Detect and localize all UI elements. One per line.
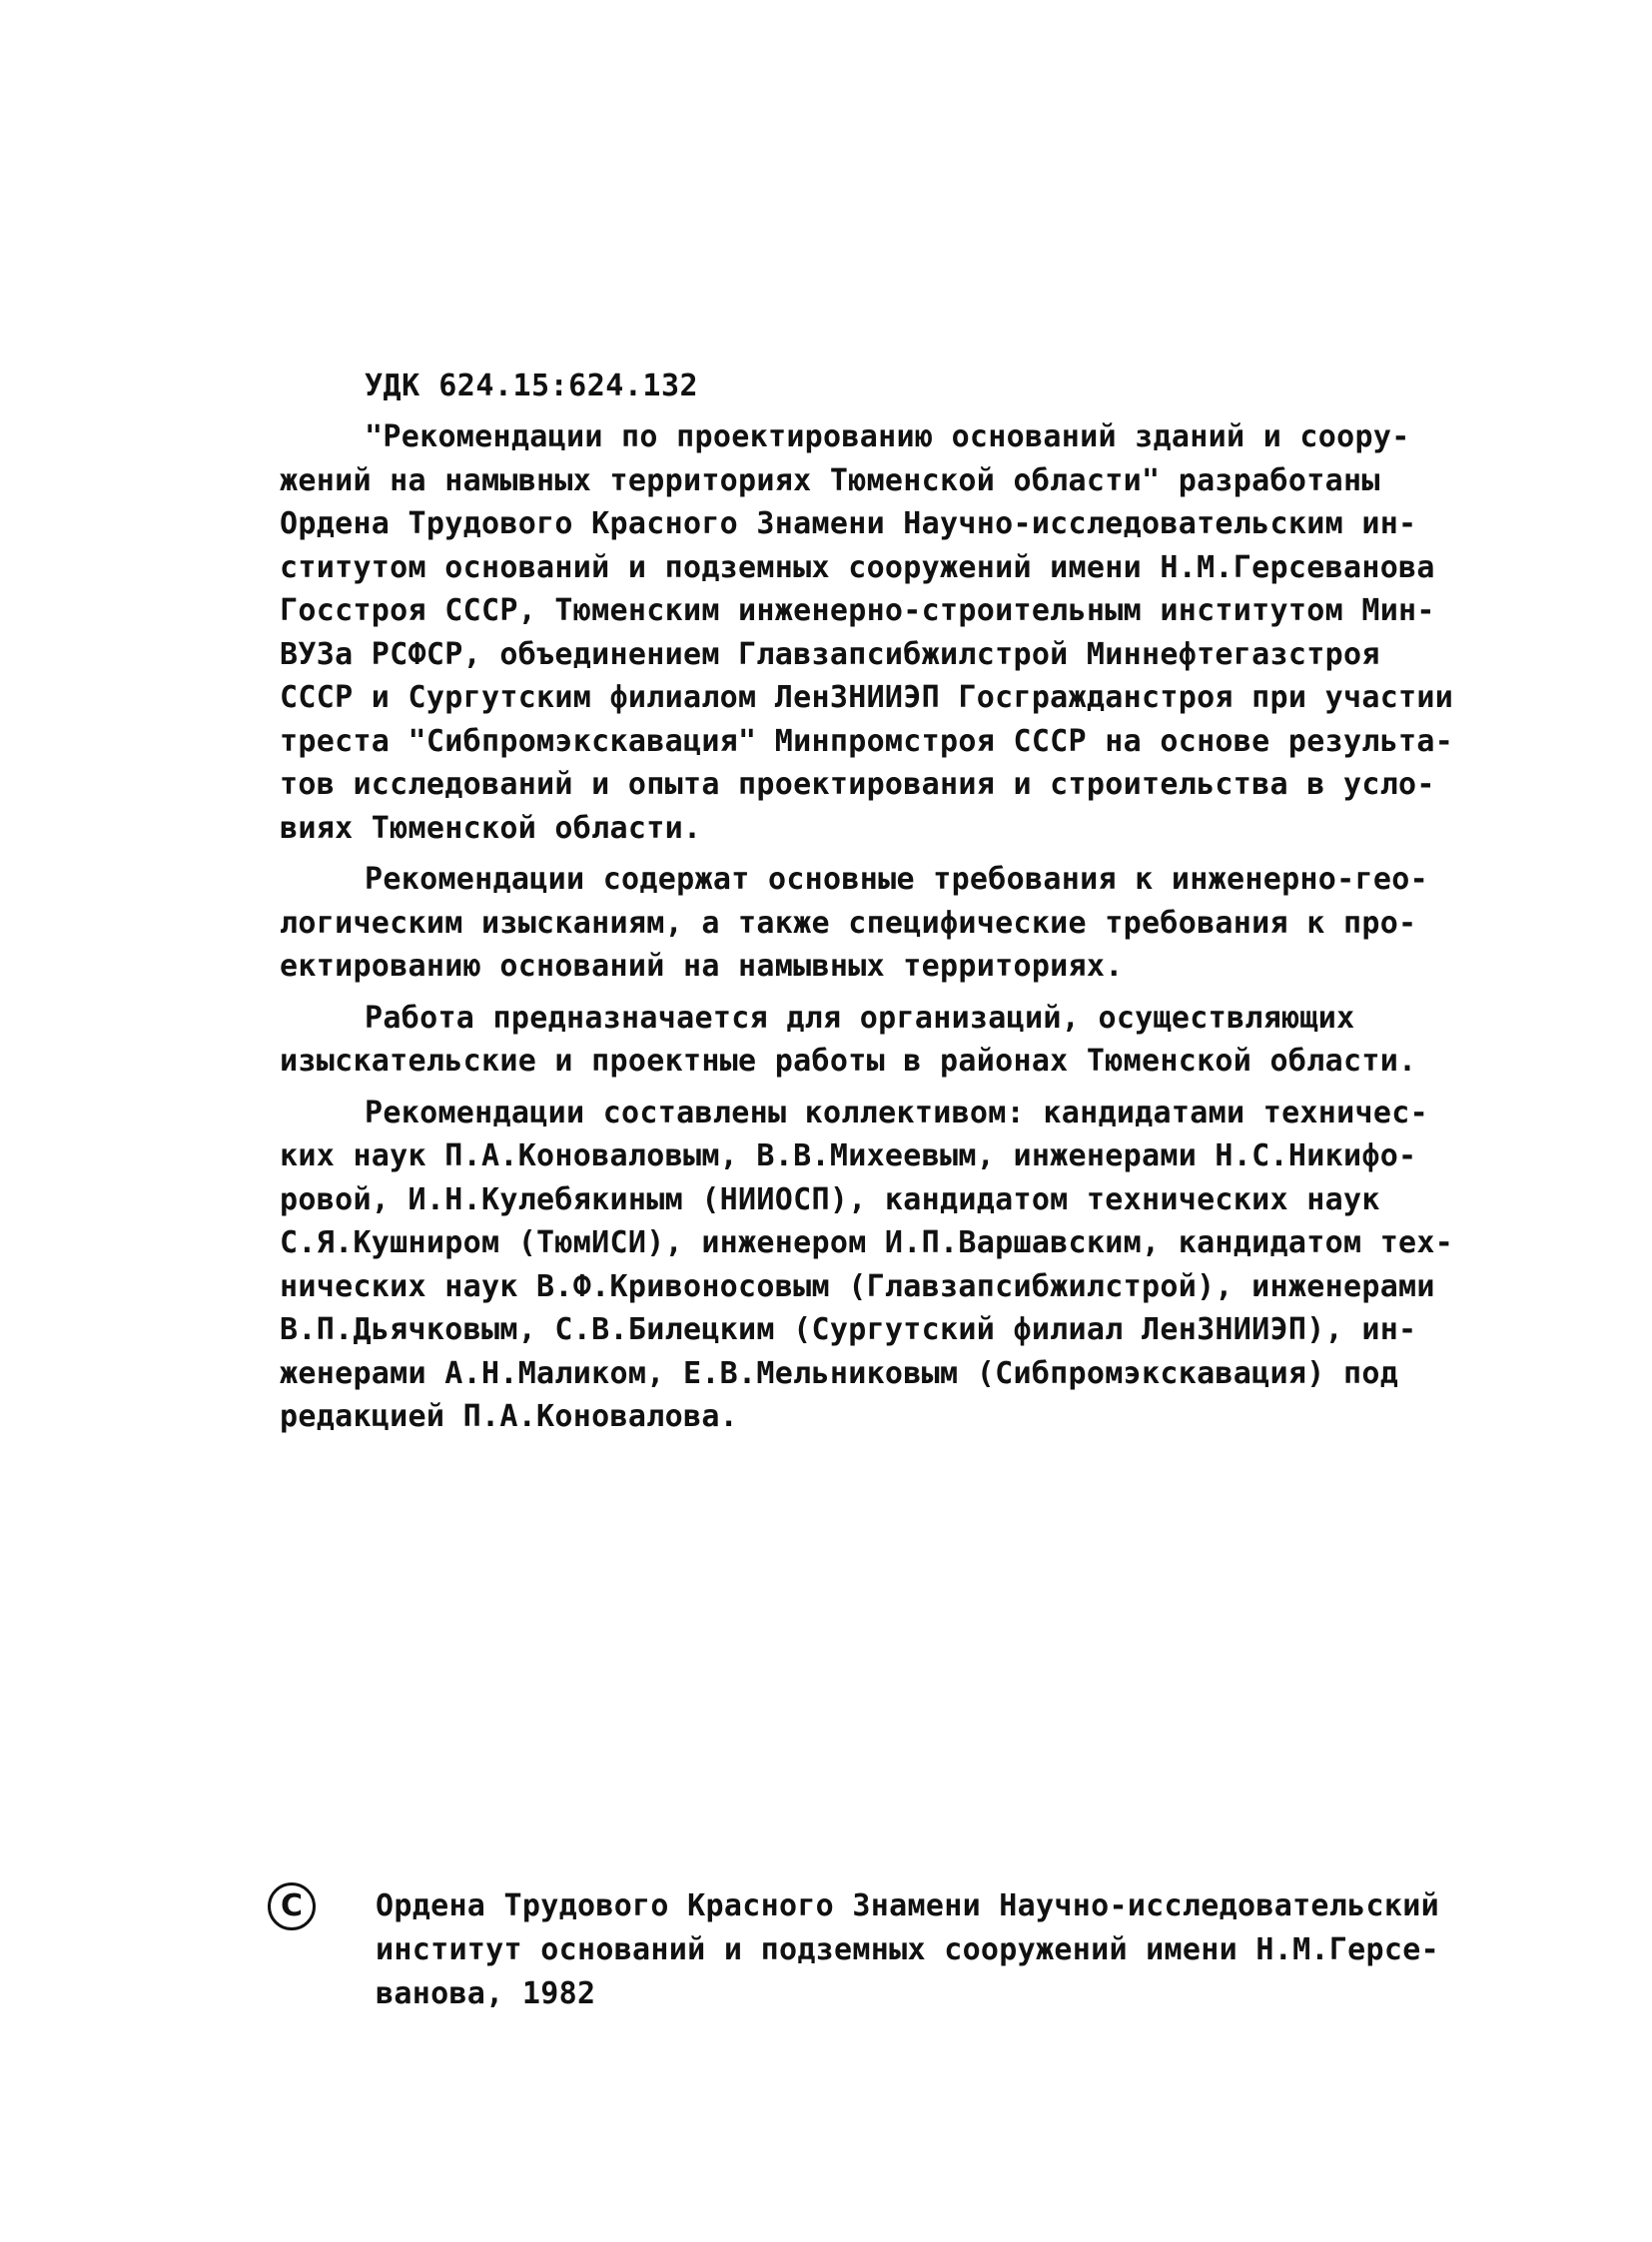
text-line: ровой, И.Н.Кулебякиным (НИИОСП), кандидатом технических наук [280, 1181, 1380, 1217]
text-line: редакцией П.А.Коновалова. [280, 1399, 739, 1434]
text-line: логическим изысканиям, а также специфические требования к про- [280, 905, 1417, 941]
udk-code: УДК 624.15:624.132 [365, 369, 699, 403]
text-line: Госстроя СССР, Тюменским инженерно-строительным институтом Мин- [280, 593, 1435, 628]
copyright-line: Ордена Трудового Красного Знамени Научно-исследовательский [376, 1888, 1439, 1923]
copyright-icon: C [268, 1882, 316, 1930]
text-line: ВУЗа РСФСР, объединением Главзапсибжилстрой Миннефтегазстроя [280, 636, 1380, 672]
paragraph-2 [280, 858, 1438, 989]
text-line: женерами А.Н.Маликом, Е.В.Мельниковым (Сибпромэкскавация) под [280, 1355, 1399, 1391]
text-line: ектированию оснований на намывных территориях. [280, 949, 1124, 984]
copyright-line: ванова, 1982 [376, 1976, 596, 2011]
copyright-block [268, 1882, 1446, 2022]
copyright-line: институт оснований и подземных сооружений имени Н.М.Герсе- [376, 1932, 1439, 1967]
text-line: "Рекомендации по проектированию оснований зданий и соору- [365, 419, 1410, 454]
text-line: СССР и Сургутским филиалом ЛенЗНИИЭП Госгражданстроя при участии [280, 680, 1454, 715]
text-line: Рекомендации составлены коллективом: кандидатами техничес- [365, 1095, 1428, 1130]
text-line: Работа предназначается для организаций, осуществляющих [365, 1000, 1355, 1036]
text-line: В.П.Дьячковым, С.В.Билецким (Сургутский филиал ЛенЗНИИЭП), ин- [280, 1312, 1417, 1347]
text-line: ких наук П.А.Коноваловым, В.В.Михеевым, инженерами Н.С.Никифо- [280, 1138, 1417, 1173]
text-line: изыскательские и проектные работы в районах Тюменской области. [280, 1044, 1417, 1079]
copyright-text [376, 1884, 1439, 2016]
text-line: С.Я.Кушниром (ТюмИСИ), инженером И.П.Варшавским, кандидатом тех- [280, 1225, 1454, 1260]
text-line: треста "Сибпромэкскавация" Минпромстроя СССР на основе результа- [280, 723, 1454, 759]
text-line: Рекомендации содержат основные требования к инженерно-гео- [365, 862, 1428, 897]
paragraph-4 [280, 1092, 1454, 1439]
text-line: жений на намывных территориях Тюменской области" разработаны [280, 462, 1380, 498]
body-text [280, 415, 1454, 1447]
text-line: тов исследований и опыта проектирования и строительства в усло- [280, 767, 1435, 802]
text-line: ститутом оснований и подземных сооружений имени Н.М.Герсеванова [280, 549, 1435, 585]
text-line: Ордена Трудового Красного Знамени Научно-исследовательским ин- [280, 506, 1417, 541]
text-line: виях Тюменской области. [280, 810, 702, 846]
paragraph-1 [280, 415, 1454, 850]
text-line: нических наук В.Ф.Кривоносовым (Главзапсибжилстрой), инженерами [280, 1268, 1435, 1304]
paragraph-3 [280, 997, 1438, 1084]
